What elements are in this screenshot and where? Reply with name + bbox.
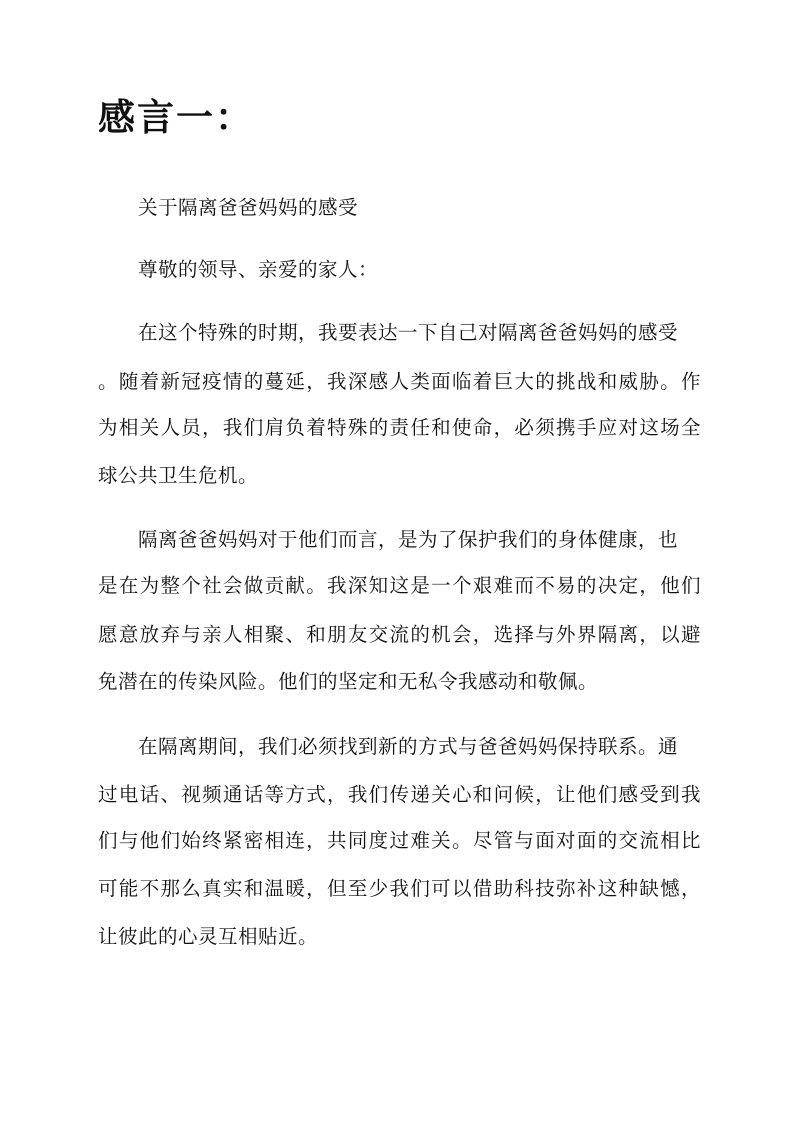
paragraph-2-line-3: 愿意放弃与亲人相聚、和朋友交流的机会，选择与外界隔离，以避 xyxy=(98,623,701,646)
paragraph-1-line-2: 。随着新冠疫情的蔓延，我深感人类面临着巨大的挑战和威胁。作 xyxy=(98,370,701,393)
paragraph-2-line-4: 免潜在的传染风险。他们的坚定和无私令我感动和敬佩。 xyxy=(98,670,599,693)
paragraph-3-line-2: 过电话、视频通话等方式，我们传递关心和问候，让他们感受到我 xyxy=(98,783,701,806)
paragraph-2-line-1: 隔离爸爸妈妈对于他们而言，是为了保护我们的身体健康，也 xyxy=(138,528,679,551)
salutation: 尊敬的领导、亲爱的家人： xyxy=(138,258,379,281)
paragraph-1-line-3: 为相关人员，我们肩负着特殊的责任和使命，必须携手应对这场全 xyxy=(98,416,701,439)
paragraph-1-line-4: 球公共卫生危机。 xyxy=(98,464,259,487)
document-title: 感言一： xyxy=(98,95,254,139)
paragraph-3-line-3: 们与他们始终紧密相连，共同度过难关。尽管与面对面的交流相比 xyxy=(98,829,701,852)
paragraph-2-line-2: 是在为整个社会做贡献。我深知这是一个艰难而不易的决定，他们 xyxy=(98,574,701,597)
paragraph-1-line-1: 在这个特殊的时期，我要表达一下自己对隔离爸爸妈妈的感受 xyxy=(138,321,679,344)
document-subtitle: 关于隔离爸爸妈妈的感受 xyxy=(138,196,359,219)
paragraph-3-line-4: 可能不那么真实和温暖，但至少我们可以借助科技弥补这种缺憾， xyxy=(98,877,701,900)
paragraph-3-line-1: 在隔离期间，我们必须找到新的方式与爸爸妈妈保持联系。通 xyxy=(138,735,679,758)
paragraph-3-line-5: 让彼此的心灵互相贴近。 xyxy=(98,925,319,948)
